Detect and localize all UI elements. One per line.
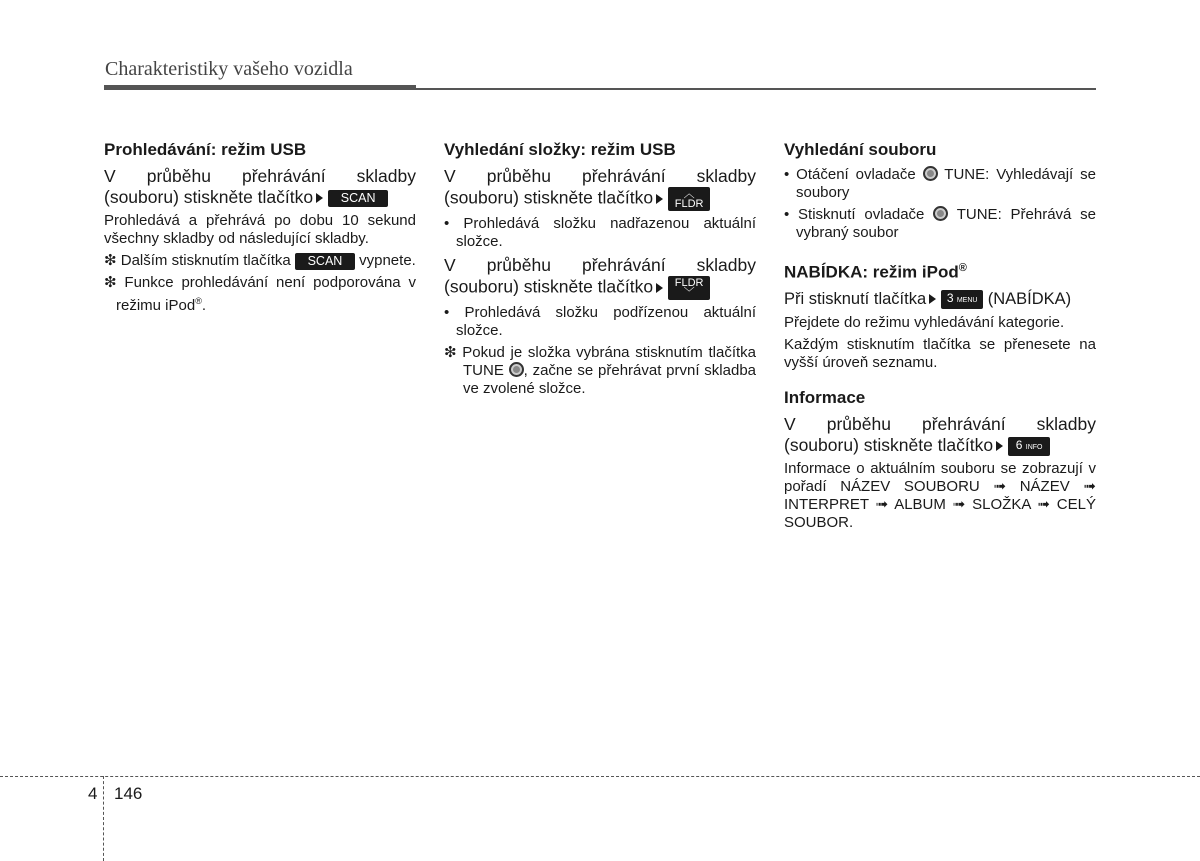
folder-down-button-icon: FLDR ﹀ bbox=[668, 276, 710, 300]
instruction-text: V průběhu přehrávání skladby (souboru) stiskněte tlačítko SCAN bbox=[104, 166, 416, 207]
footer-vertical-divider bbox=[103, 776, 104, 861]
section-heading-scan: Prohledávání: režim USB bbox=[104, 140, 307, 159]
arrow-right-icon bbox=[316, 193, 323, 203]
tune-knob-icon bbox=[933, 206, 948, 221]
description-text: Každým stisknutím tlačítka se přenesete na vyšší úroveň seznamu. bbox=[784, 335, 1096, 371]
bullet-text: • Prohledává složku nadřazenou aktuální složce. bbox=[444, 215, 756, 250]
scan-button-icon: SCAN bbox=[328, 190, 388, 207]
note-text: ❇ Pokud je složka vybrána stisknutím tlačítka TUNE , začne se přehrávat první skladba ve zvolené složce. bbox=[444, 344, 757, 397]
header-title: Charakteristiky vašeho vozidla bbox=[105, 58, 353, 80]
instruction-text: V průběhu přehrávání skladby (souboru) stiskněte tlačítko FLDR ﹀ bbox=[444, 255, 756, 299]
bullet-text: • Stisknutí ovladače TUNE: Přehrává se vybraný soubor bbox=[784, 206, 1097, 241]
instruction-text: V průběhu přehrávání skladby (souboru) stiskněte tlačítko ︿ FLDR bbox=[444, 166, 756, 210]
arrow-right-icon bbox=[929, 294, 936, 304]
description-text: Přejdete do režimu vyhledávání kategorie. bbox=[784, 313, 1065, 331]
tune-knob-icon bbox=[923, 166, 938, 181]
note-text: ❇ Dalším stisknutím tlačítka SCAN vypnete. bbox=[104, 252, 416, 269]
menu-button-icon: 3 MENU bbox=[941, 290, 983, 309]
bullet-text: • Otáčení ovladače TUNE: Vyhledávají se soubory bbox=[784, 166, 1096, 201]
column-folder bbox=[444, 140, 756, 402]
header-bar bbox=[104, 85, 416, 90]
section-heading-folder: Vyhledání složky: režim USB bbox=[444, 140, 676, 159]
arrow-right-icon bbox=[656, 283, 663, 293]
scan-button-icon: SCAN bbox=[295, 253, 355, 270]
footer-divider bbox=[0, 776, 1200, 777]
info-button-icon: 6 INFO bbox=[1008, 437, 1050, 456]
section-heading-menu: NABÍDKA: režim iPod® bbox=[784, 262, 967, 282]
section-heading-file: Vyhledání souboru bbox=[784, 140, 937, 159]
section-heading-info: Informace bbox=[784, 387, 866, 407]
description-text: Prohledává a přehrává po dobu 10 sekund všechny skladby od následující skladby. bbox=[104, 212, 416, 247]
section-number: 4 bbox=[88, 784, 98, 803]
header-rule bbox=[416, 88, 1096, 90]
arrow-right-icon bbox=[656, 194, 663, 204]
bullet-text: • Prohledává složku podřízenou aktuální složce. bbox=[444, 304, 756, 339]
column-file bbox=[784, 140, 1096, 536]
arrow-right-icon bbox=[996, 441, 1003, 451]
tune-knob-icon bbox=[509, 362, 524, 377]
instruction-text: V průběhu přehrávání skladby (souboru) stiskněte tlačítko 6 INFO bbox=[784, 413, 1096, 455]
page-number: 146 bbox=[114, 784, 143, 803]
folder-up-button-icon: ︿ FLDR bbox=[668, 187, 710, 211]
instruction-text: Při stisknutí tlačítka 3 MENU (NABÍDKA) bbox=[784, 289, 1072, 308]
description-text: Informace o aktuálním souboru se zobrazují v pořadí NÁZEV SOUBORU ➟ NÁZEV ➟ INTERPRET ➟ ALBUM ➟ SLOŽKA ➟ CELÝ SOUBOR. bbox=[784, 459, 1096, 531]
note-text: ❇ Funkce prohledávání není podporována v režimu iPod®. bbox=[104, 274, 416, 314]
column-scan bbox=[104, 140, 416, 319]
